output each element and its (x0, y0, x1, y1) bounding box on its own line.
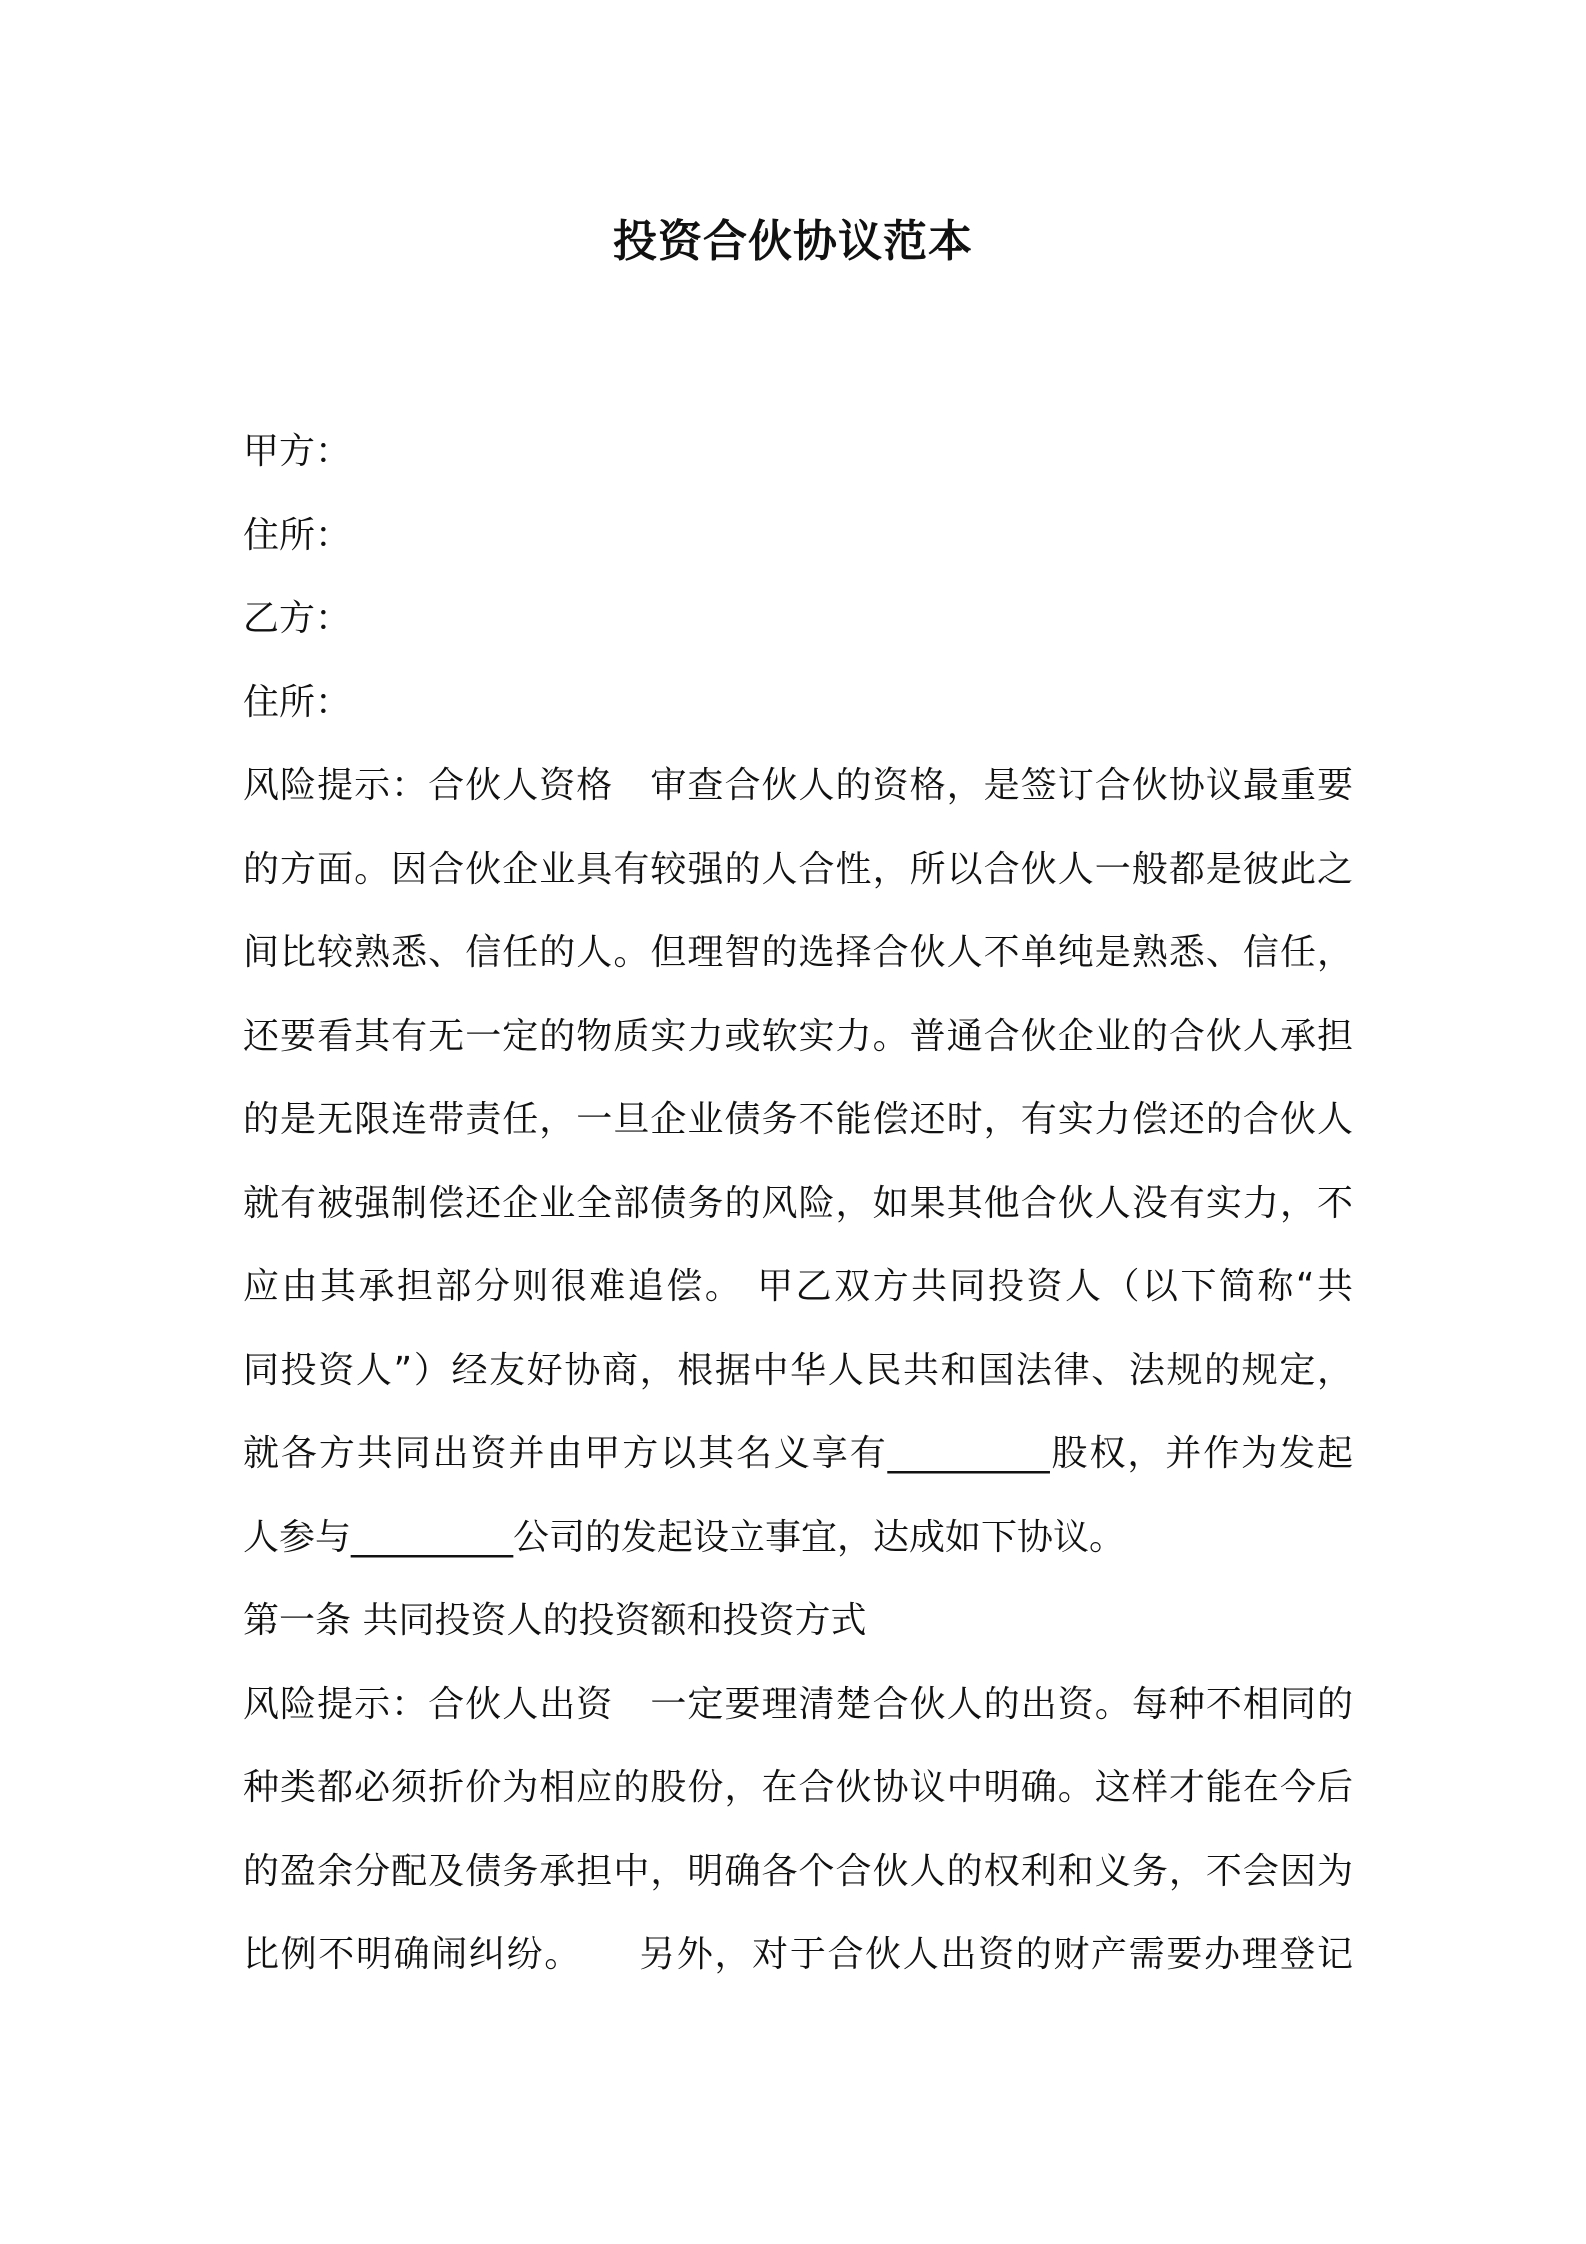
paragraph-line: 的方面。因合伙企业具有较强的人合性，所以合伙人一般都是彼此之 (243, 848, 1353, 890)
party-a-label: 甲方： (243, 431, 352, 472)
document-body (243, 410, 1353, 1997)
paragraph-line: 就有被强制偿还企业全部债务的风险，如果其他合伙人没有实力，不 (243, 1182, 1353, 1224)
party-a-address-label: 住所： (243, 514, 352, 556)
paragraph-line: 就各方共同出资并由甲方以其名义享有_________股权，并作为发起 (243, 1433, 1353, 1474)
paragraph-line: 还要看其有无一定的物质实力或软实力。普通合伙企业的合伙人承担 (243, 1015, 1353, 1057)
paragraph-line: 人参与_________公司的发起设立事宜，达成如下协议。 (243, 1516, 1126, 1558)
paragraph-line: 种类都必须折价为相应的股份，在合伙协议中明确。这样才能在今后 (243, 1767, 1353, 1808)
paragraph-line: 的盈余分配及债务承担中，明确各个合伙人的权利和义务，不会因为 (243, 1850, 1353, 1892)
paragraph-line: 风险提示：合伙人出资 一定要理清楚合伙人的出资。每种不相同的 (243, 1683, 1353, 1725)
party-b-label: 乙方： (243, 598, 352, 639)
document-title: 投资合伙协议范本 (613, 216, 973, 267)
paragraph-line: 同投资人”）经友好协商，根据中华人民共和国法律、法规的规定， (243, 1349, 1353, 1391)
paragraph-line: 风险提示：合伙人资格 审查合伙人的资格，是签订合伙协议最重要 (243, 765, 1353, 806)
party-b-address-label: 住所： (243, 681, 352, 723)
paragraph-line: 比例不明确闹纠纷。 另外，对于合伙人出资的财产需要办理登记 (243, 1934, 1353, 1975)
paragraph-line: 应由其承担部分则很难追偿。 甲乙双方共同投资人（以下简称“共 (243, 1266, 1353, 1307)
paragraph-line: 的是无限连带责任，一旦企业债务不能偿还时，有实力偿还的合伙人 (243, 1099, 1353, 1140)
article-heading: 第一条 共同投资人的投资额和投资方式 (243, 1600, 867, 1641)
paragraph-line: 间比较熟悉、信任的人。但理智的选择合伙人不单纯是熟悉、信任， (243, 932, 1353, 973)
